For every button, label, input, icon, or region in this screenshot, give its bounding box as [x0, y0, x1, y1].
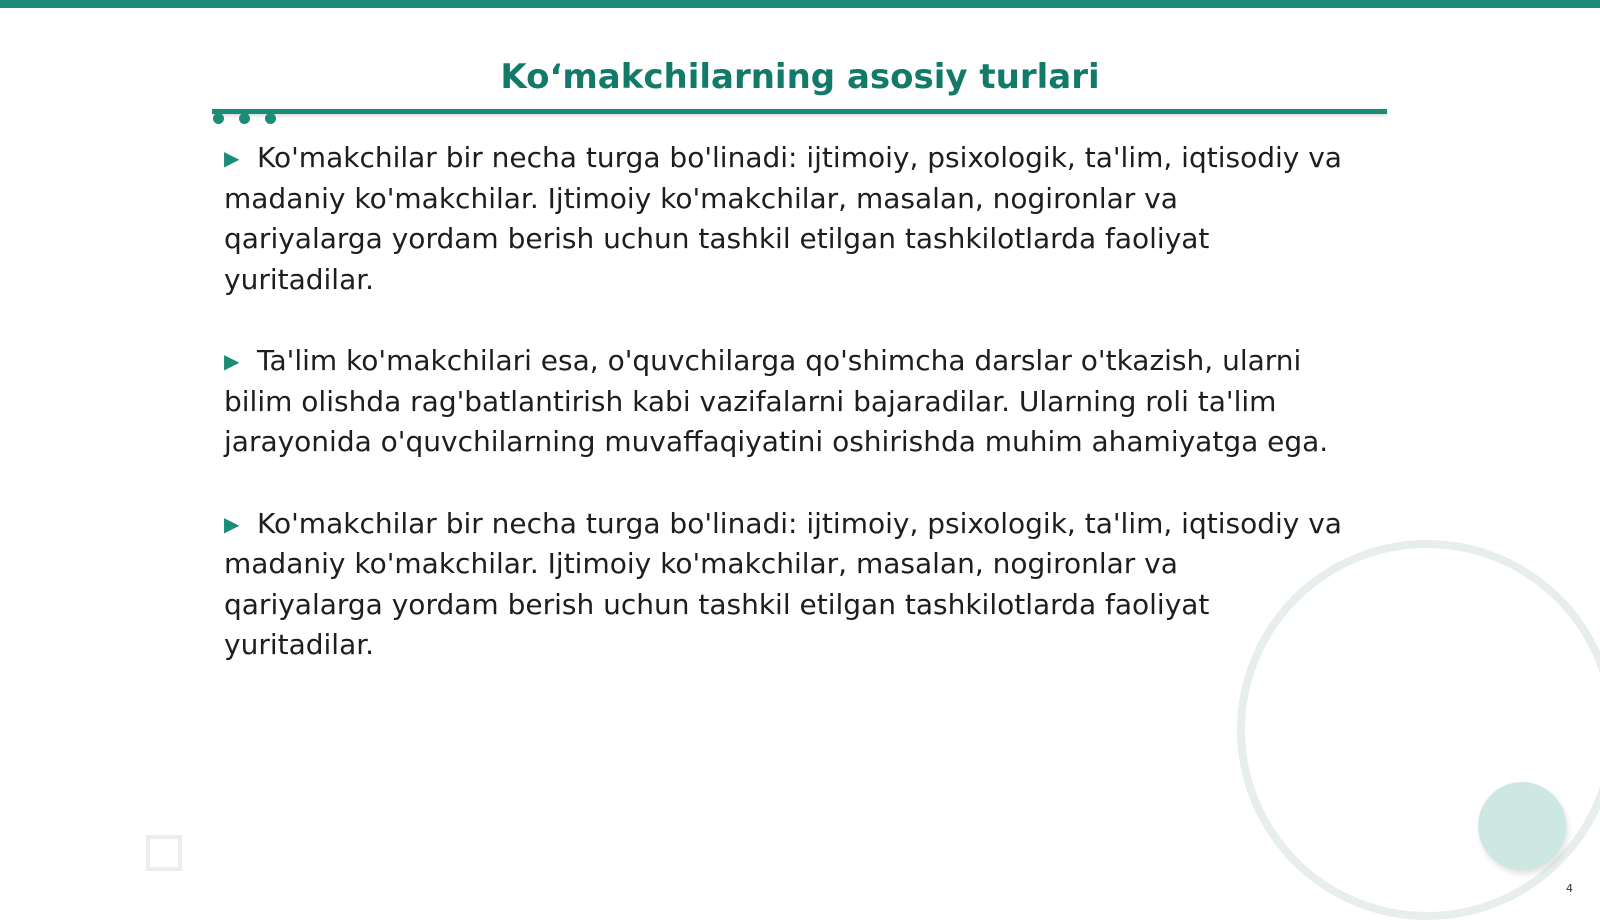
triangle-right-icon: ▶ — [224, 349, 240, 373]
decorative-square — [146, 835, 182, 871]
bullet-list — [224, 138, 1344, 707]
bullet-text: Ko'makchilar bir necha turga bo'linadi: ijtimoiy, psixologik, ta'lim, iqtisodiy va madaniy ko'makchilar. Ijtimoiy ko'makchilar, masalan, nogironlar va qariyalarga yordam berish uchun tashkil etilgan tashkilotlarda faoliyat yuritadilar. — [224, 141, 1342, 296]
title-underline — [212, 109, 1387, 114]
decor-dot — [265, 113, 276, 124]
bullet-text: Ko'makchilar bir necha turga bo'linadi: ijtimoiy, psixologik, ta'lim, iqtisodiy va madaniy ko'makchilar. Ijtimoiy ko'makchilar, masalan, nogironlar va qariyalarga yordam berish uchun tashkil etilgan tashkilotlarda faoliyat yuritadilar. — [224, 506, 1342, 661]
decorative-circle — [1478, 782, 1566, 870]
bullet-item — [224, 504, 1344, 666]
decor-dot — [213, 113, 224, 124]
triangle-right-icon: ▶ — [224, 146, 240, 170]
top-accent-bar — [0, 0, 1600, 8]
triangle-right-icon: ▶ — [224, 511, 240, 536]
bullet-item — [224, 341, 1344, 463]
page-number: 4 — [1566, 882, 1573, 895]
bullet-item — [224, 138, 1344, 300]
bullet-text: Ta'lim ko'makchilari esa, o'quvchilarga qo'shimcha darslar o'tkazish, ularni bilim olishda rag'batlantirish kabi vazifalarni bajaradilar. Ularning roli ta'lim jarayonida o'quvchilarning muvaffaqiyatini oshirishda muhim ahamiyatga ega. — [224, 344, 1329, 458]
slide-title: Koʻmakchilarning asosiy turlari — [500, 57, 1100, 97]
decor-dot — [239, 113, 250, 124]
